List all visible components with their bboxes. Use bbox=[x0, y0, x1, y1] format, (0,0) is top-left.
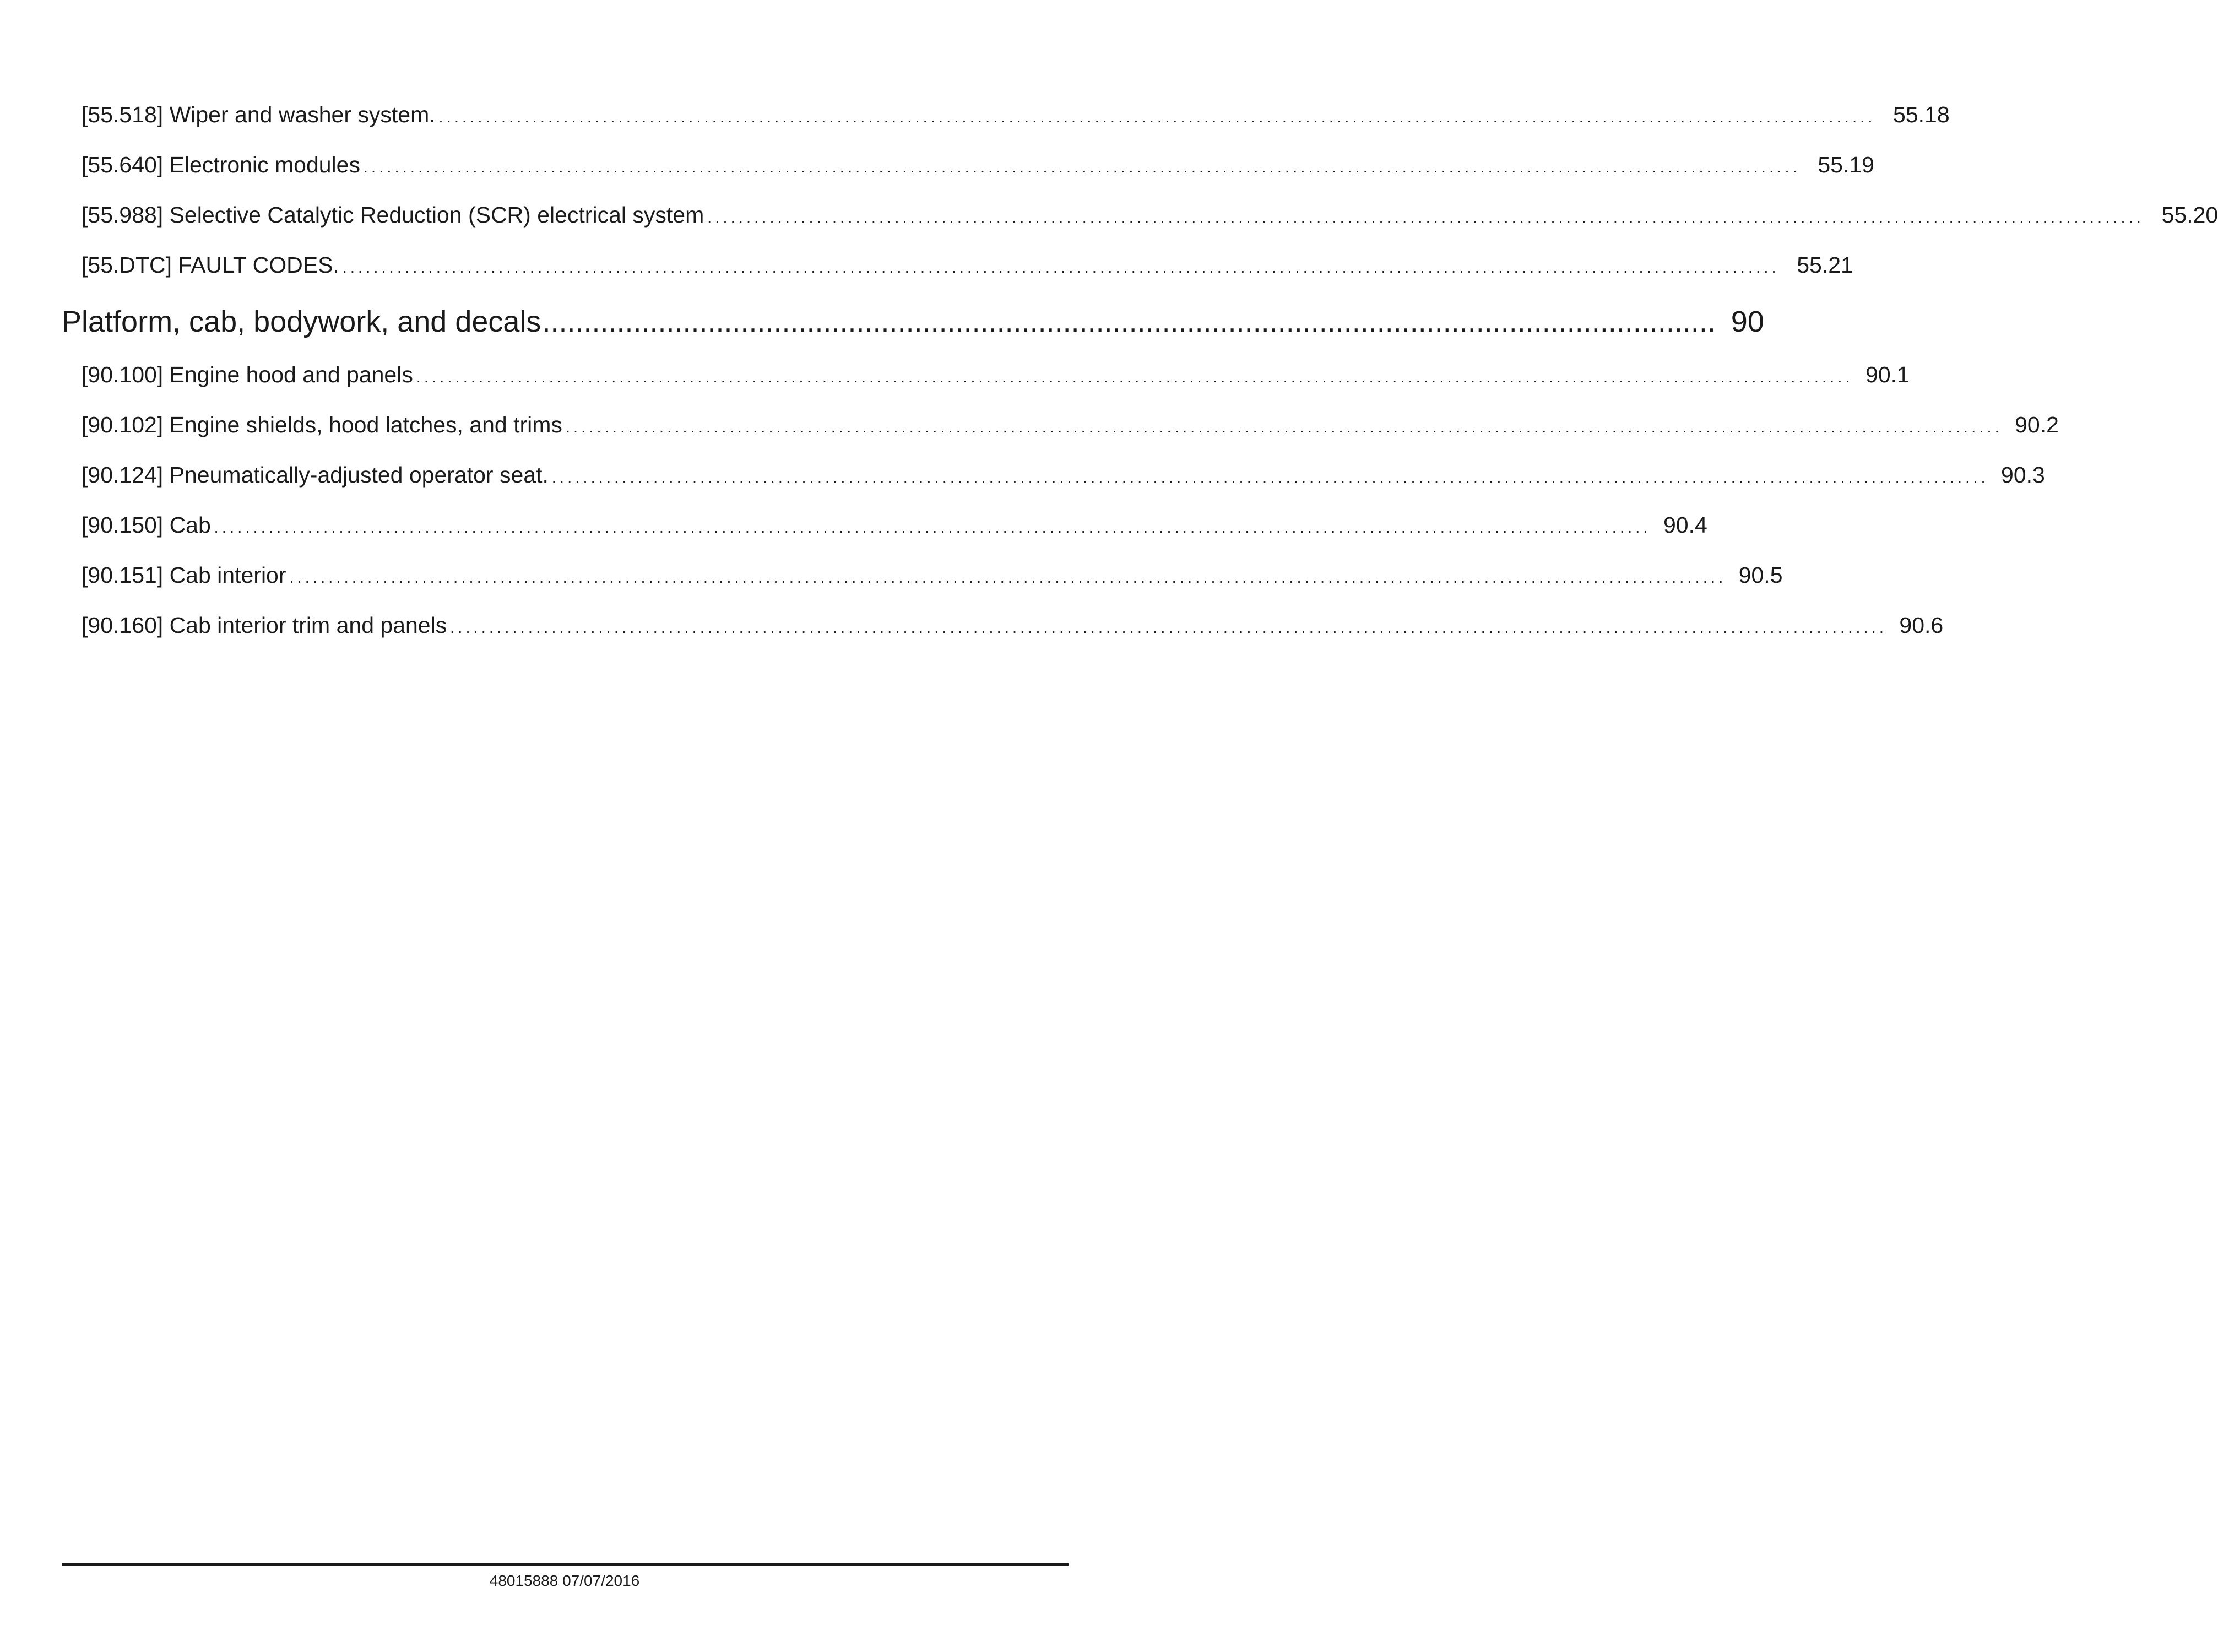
dot-leader: ........................................................................................................................................................................................ bbox=[565, 419, 2003, 436]
toc-entry-page: 55.19 bbox=[1818, 152, 1874, 177]
dot-leader: ........................................................................................................................................................................................ bbox=[438, 109, 1876, 126]
toc-entry-90-160[interactable] bbox=[82, 610, 1944, 641]
toc-entry-label: [55.640] Electronic modules bbox=[82, 152, 360, 177]
toc-entry-90-102[interactable] bbox=[82, 409, 2059, 440]
toc-entry-55-640[interactable] bbox=[82, 149, 1874, 180]
toc-entry-page: 90.6 bbox=[1899, 613, 1944, 638]
toc-entry-page: 90.2 bbox=[2015, 412, 2059, 437]
dot-leader: ........................................................................................................................................................................................ bbox=[707, 209, 2145, 226]
toc-chapter-page: 90 bbox=[1731, 305, 1764, 338]
dot-leader: .............................................................................................................................................. bbox=[542, 305, 1716, 338]
toc-entry-page: 90.3 bbox=[2001, 462, 2045, 488]
toc-chapter-90[interactable] bbox=[62, 301, 1764, 343]
toc-entry-page: 90.4 bbox=[1663, 512, 1707, 538]
toc-entry-page: 55.20 bbox=[2161, 202, 2218, 228]
toc-entry-page: 90.5 bbox=[1738, 562, 1783, 588]
toc-entry-label: [90.102] Engine shields, hood latches, and trims bbox=[82, 412, 562, 437]
toc-entry-page: 90.1 bbox=[1865, 362, 1910, 387]
toc-entry-page: 55.18 bbox=[1893, 102, 1950, 127]
dot-leader: ........................................................................................................................................................................................ bbox=[551, 469, 1989, 486]
toc-entry-label: [55.DTC] FAULT CODES. bbox=[82, 252, 339, 278]
dot-leader: ........................................................................................................................................................................................ bbox=[342, 259, 1780, 276]
toc-entry-label: [90.151] Cab interior bbox=[82, 562, 286, 588]
toc-entry-55-988[interactable] bbox=[82, 199, 2218, 230]
footer-doc-id: 48015888 07/07/2016 bbox=[489, 1572, 640, 1589]
toc-entry-label: [90.160] Cab interior trim and panels bbox=[82, 613, 447, 638]
dot-leader: ........................................................................................................................................................................................ bbox=[214, 519, 1651, 536]
toc-entry-90-100[interactable] bbox=[82, 359, 1910, 390]
dot-leader: ........................................................................................................................................................................................ bbox=[363, 159, 1801, 176]
toc-entry-label: [90.100] Engine hood and panels bbox=[82, 362, 413, 387]
dot-leader: ........................................................................................................................................................................................ bbox=[289, 569, 1727, 586]
toc-entry-label: [55.988] Selective Catalytic Reduction (SCR) electrical system bbox=[82, 202, 704, 228]
toc-chapter-label: Platform, cab, bodywork, and decals bbox=[62, 305, 541, 338]
footer-divider bbox=[62, 1563, 1069, 1566]
toc-entry-label: [55.518] Wiper and washer system. bbox=[82, 102, 436, 127]
toc-entry-90-124[interactable] bbox=[82, 459, 2045, 490]
toc-entry-90-150[interactable] bbox=[82, 510, 1707, 540]
toc-entry-55-dtc[interactable] bbox=[82, 250, 1853, 280]
toc-entry-label: [90.150] Cab bbox=[82, 512, 211, 538]
toc-entry-90-151[interactable] bbox=[82, 560, 1783, 591]
toc-entry-page: 55.21 bbox=[1797, 252, 1853, 278]
dot-leader: ........................................................................................................................................................................................ bbox=[450, 619, 1888, 636]
toc-entry-55-518[interactable] bbox=[82, 99, 1950, 130]
toc-entry-label: [90.124] Pneumatically-adjusted operator seat. bbox=[82, 462, 549, 488]
dot-leader: ........................................................................................................................................................................................ bbox=[416, 369, 1853, 386]
